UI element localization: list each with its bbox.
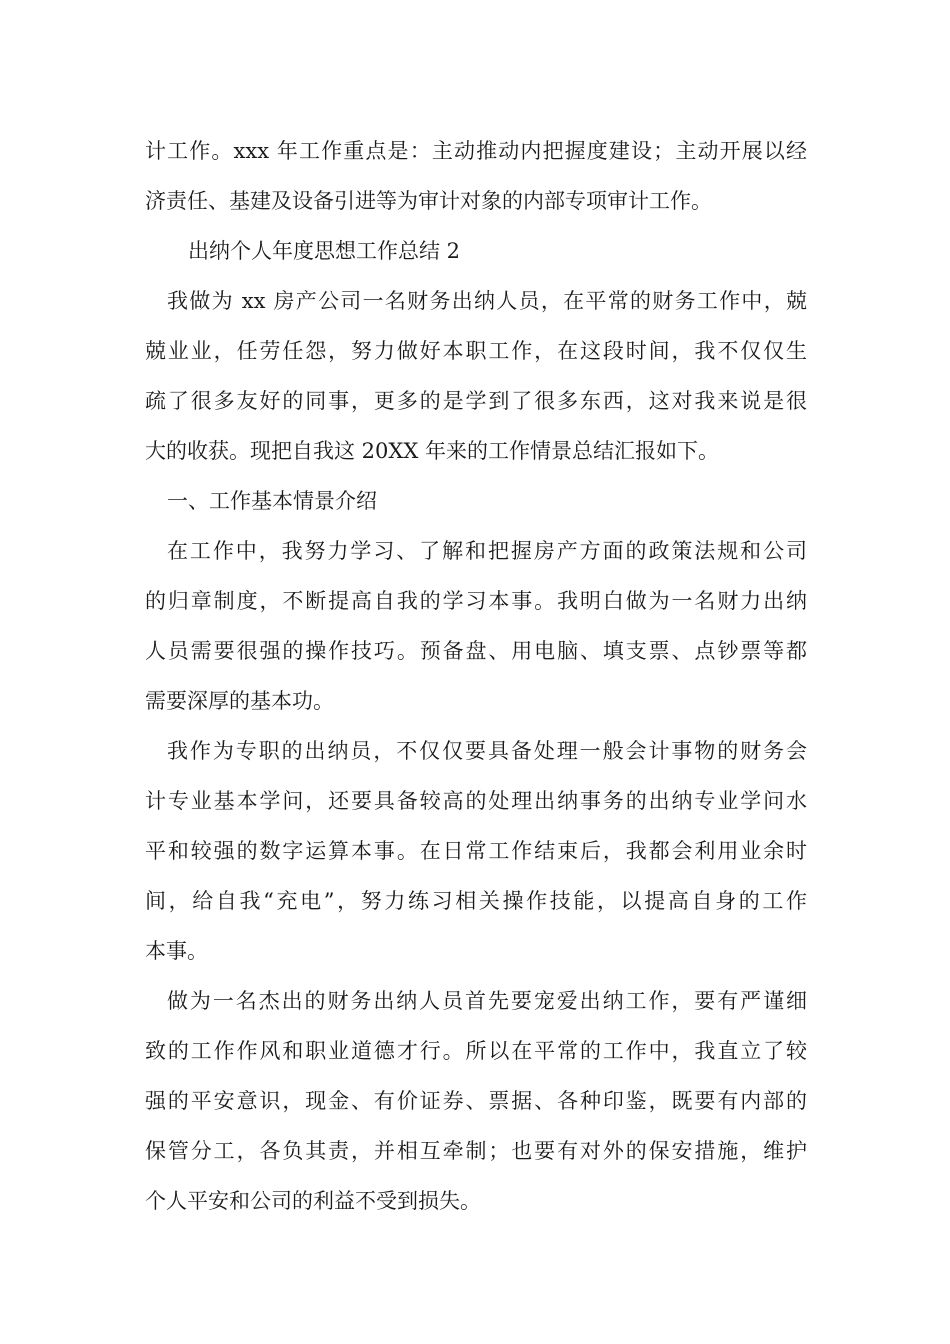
text-line: 保管分工，各负其责，并相互牵制；也要有对外的保安措施，维护	[145, 1139, 807, 1163]
text-line: 人员需要很强的操作技巧。预备盘、用电脑、填支票、点钞票等都	[145, 639, 807, 663]
paragraph-study	[145, 526, 807, 726]
text-line: 致的工作作风和职业道德才行。所以在平常的工作中，我直立了较	[145, 1039, 807, 1063]
section-heading-one	[167, 476, 829, 526]
section-title	[188, 226, 850, 276]
text-line: 强的平安意识，现金、有价证券、票据、各种印鉴，既要有内部的	[145, 1089, 807, 1113]
paragraph-intro	[145, 276, 807, 476]
title-line: 出纳个人年度思想工作总结 2	[188, 239, 461, 263]
text-line: 在工作中，我努力学习、了解和把握房产方面的政策法规和公司	[167, 539, 807, 563]
text-line: 兢业业，任劳任怨，努力做好本职工作，在这段时间，我不仅仅生	[145, 339, 807, 363]
paragraph-audit-work	[145, 126, 807, 226]
text-line: 需要深厚的基本功。	[145, 689, 334, 713]
text-line: 平和较强的数字运算本事。在日常工作结束后，我都会利用业余时	[145, 839, 807, 863]
text-line: 大的收获。现把自我这 20XX 年来的工作情景总结汇报如下。	[145, 439, 719, 463]
paragraph-safety	[145, 976, 807, 1226]
text-line: 本事。	[145, 939, 208, 963]
text-line: 的归章制度，不断提高自我的学习本事。我明白做为一名财力出纳	[145, 589, 807, 613]
text-line: 计专业基本学问，还要具备较高的处理出纳事务的出纳专业学问水	[145, 789, 807, 813]
heading-line: 一、工作基本情景介绍	[167, 489, 377, 513]
text-line: 个人平安和公司的利益不受到损失。	[145, 1189, 481, 1213]
text-line: 间，给自我“充电”，努力练习相关操作技能，以提高自身的工作	[145, 889, 807, 913]
text-line: 计工作。xxx 年工作重点是：主动推动内把握度建设；主动开展以经	[145, 139, 807, 163]
text-line: 济责任、基建及设备引进等为审计对象的内部专项审计工作。	[145, 189, 712, 213]
text-line: 我作为专职的出纳员，不仅仅要具备处理一般会计事物的财务会	[167, 739, 807, 763]
text-line: 做为一名杰出的财务出纳人员首先要宠爱出纳工作，要有严谨细	[167, 989, 807, 1013]
paragraph-cashier-skills	[145, 726, 807, 976]
text-line: 疏了很多友好的同事，更多的是学到了很多东西，这对我来说是很	[145, 389, 807, 413]
text-line: 我做为 xx 房产公司一名财务出纳人员，在平常的财务工作中，兢	[167, 289, 807, 313]
